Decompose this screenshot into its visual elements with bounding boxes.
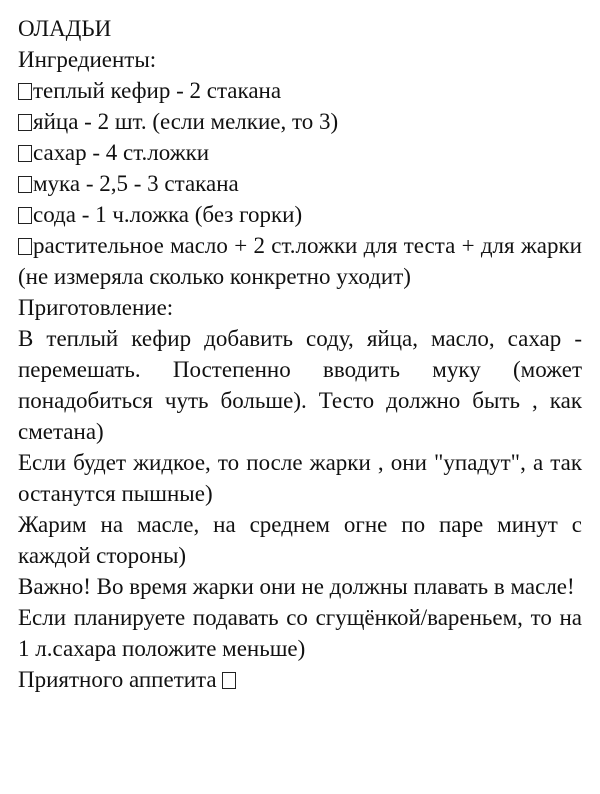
ingredient-text: сода - 1 ч.ложка (без горки)	[33, 202, 303, 227]
ingredient-item	[18, 75, 582, 106]
ingredient-item	[18, 230, 582, 292]
ingredient-item	[18, 199, 582, 230]
preparation-heading: Приготовление:	[18, 295, 174, 320]
recipe-document	[18, 13, 582, 695]
checkbox-glyph-icon	[222, 672, 236, 689]
ingredients-heading: Ингредиенты:	[18, 47, 157, 72]
ingredient-item	[18, 106, 582, 137]
ingredient-text: яйца - 2 шт. (если мелкие, то 3)	[33, 109, 339, 134]
ingredient-text: сахар - 4 ст.ложки	[33, 140, 210, 165]
ingredient-text: растительное масло + 2 ст.ложки для теста + для жарки (не измеряла сколько конкретно уходит)	[18, 233, 582, 289]
checkbox-glyph-icon	[18, 145, 32, 162]
preparation-step: Важно! Во время жарки они не должны плавать в масле!	[18, 574, 575, 599]
preparation-step: Если планируете подавать со сгущёнкой/вареньем, то на 1 л.сахара положите меньше)	[18, 605, 582, 661]
checkbox-glyph-icon	[18, 176, 32, 193]
checkbox-glyph-icon	[18, 238, 32, 255]
ingredient-item	[18, 168, 582, 199]
preparation-step: В теплый кефир добавить соду, яйца, масло, сахар - перемешать. Постепенно вводить муку (может понадобиться чуть больше). Тесто должно быть , как сметана)	[18, 326, 582, 444]
preparation-step: Если будет жидкое, то после жарки , они "упадут", а так останутся пышные)	[18, 450, 582, 506]
ingredient-text: теплый кефир - 2 стакана	[33, 78, 282, 103]
checkbox-glyph-icon	[18, 114, 32, 131]
closing-line	[18, 664, 582, 695]
checkbox-glyph-icon	[18, 207, 32, 224]
recipe-title: ОЛАДЬИ	[18, 16, 112, 41]
ingredient-text: мука - 2,5 - 3 стакана	[33, 171, 239, 196]
closing-text: Приятного аппетита	[18, 667, 217, 692]
checkbox-glyph-icon	[18, 83, 32, 100]
ingredient-item	[18, 137, 582, 168]
preparation-step: Жарим на масле, на среднем огне по паре минут с каждой стороны)	[18, 512, 582, 568]
